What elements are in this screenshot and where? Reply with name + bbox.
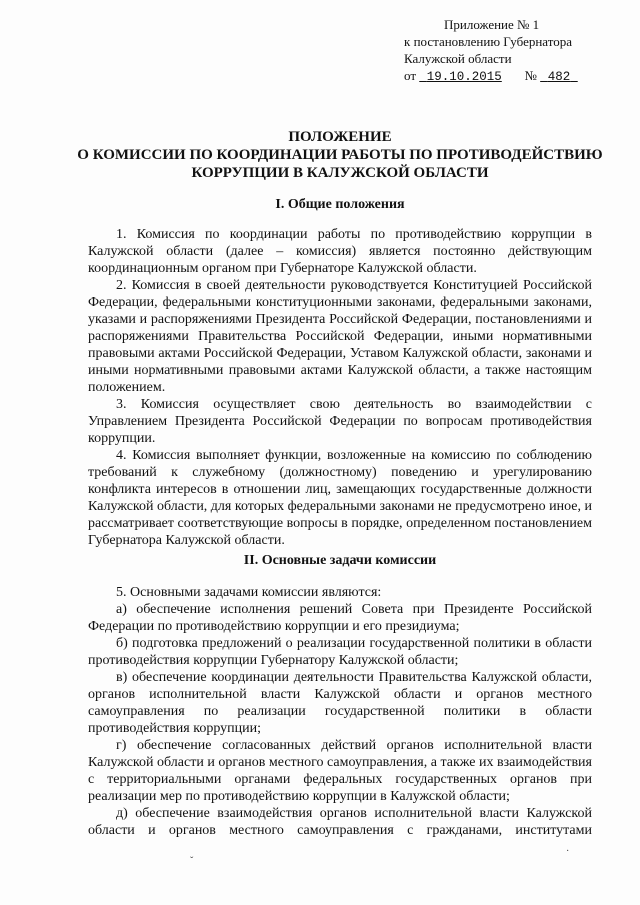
- document-title: [60, 128, 620, 182]
- number-label: №: [524, 68, 537, 83]
- paragraph: 5. Основными задачами комиссии являются:: [116, 585, 382, 600]
- section-1-body: [88, 226, 592, 549]
- scan-speck: ·: [566, 846, 570, 857]
- paragraph: 3. Комиссия осуществляет свою деятельность во взаимодействии с Управлением Президента Российской Федерации по вопросам противодействия коррупции.: [88, 397, 592, 446]
- title-line-1: ПОЛОЖЕНИЕ: [288, 129, 392, 145]
- paragraph: 4. Комиссия выполняет функции, возложенные на комиссию по соблюдению требований к служебному (должностному) поведению и урегулированию конфликта интересов в отношении лиц, замещающих государственные должности Калужской области, для которых федеральными законами не предусмотрено иное, и рассматривает соответствующие вопросы в порядке, определенном постановлением Губернатора Калужской области.: [88, 448, 592, 548]
- paragraph: 2. Комиссия в своей деятельности руководствуется Конституцией Российской Федерации, федеральными конституционными законами, федеральными законами, указами и распоряжениями Президента Российской Федерации, постановлениями и распоряжениями Правительства Российской Федерации, иными нормативными правовыми актами Российской Федерации, Уставом Калужской области, законами и иными нормативными правовыми актами Калужской области, а также настоящим положением.: [88, 278, 592, 395]
- annex-line-1: Приложение № 1: [444, 17, 540, 32]
- paragraph: д) обеспечение взаимодействия органов исполнительной власти Калужской области и органов местного самоуправления с гражданами, институтами: [88, 806, 592, 838]
- title-line-3: КОРРУПЦИИ В КАЛУЖСКОЙ ОБЛАСТИ: [191, 165, 489, 181]
- paragraph: г) обеспечение согласованных действий органов исполнительной власти Калужской области и органов местного самоуправления, а также их взаимодействия с территориальными органами федеральных государственных органов при реализации мер по противодействию коррупции в Калужской области;: [88, 738, 592, 804]
- scan-speck: ˇ: [190, 856, 194, 867]
- annex-header: [404, 16, 604, 86]
- annex-line-3: Калужской области: [404, 51, 512, 66]
- date-value: 19.10.2015: [426, 70, 502, 84]
- paragraph: 1. Комиссия по координации работы по противодействию коррупции в Калужской области (далее – комиссия) является постоянно действующим координационным органом при Губернаторе Калужской области.: [88, 227, 592, 276]
- paragraph: а) обеспечение исполнения решений Совета при Президенте Российской Федерации по противодействию коррупции и его президиума;: [88, 602, 592, 634]
- section-2-heading: II. Основные задачи комиссии: [243, 553, 437, 568]
- paragraph: б) подготовка предложений о реализации государственной политики в области противодействия коррупции Губернатору Калужской области;: [88, 636, 592, 668]
- title-line-2: О КОМИССИИ ПО КООРДИНАЦИИ РАБОТЫ ПО ПРОТИВОДЕЙСТВИЮ: [77, 147, 603, 163]
- section-2-body: [88, 584, 592, 839]
- date-prefix: от: [404, 68, 417, 83]
- section-1-heading: I. Общие положения: [275, 197, 405, 212]
- paragraph: в) обеспечение координации деятельности Правительства Калужской области, органов исполнительной власти Калужской области и органов местного самоуправления по реализации государственной политики в области противодействия коррупции;: [88, 670, 592, 736]
- annex-line-2: к постановлению Губернатора: [404, 34, 573, 49]
- annex-date-line: [404, 67, 604, 86]
- number-value: 482: [547, 70, 571, 84]
